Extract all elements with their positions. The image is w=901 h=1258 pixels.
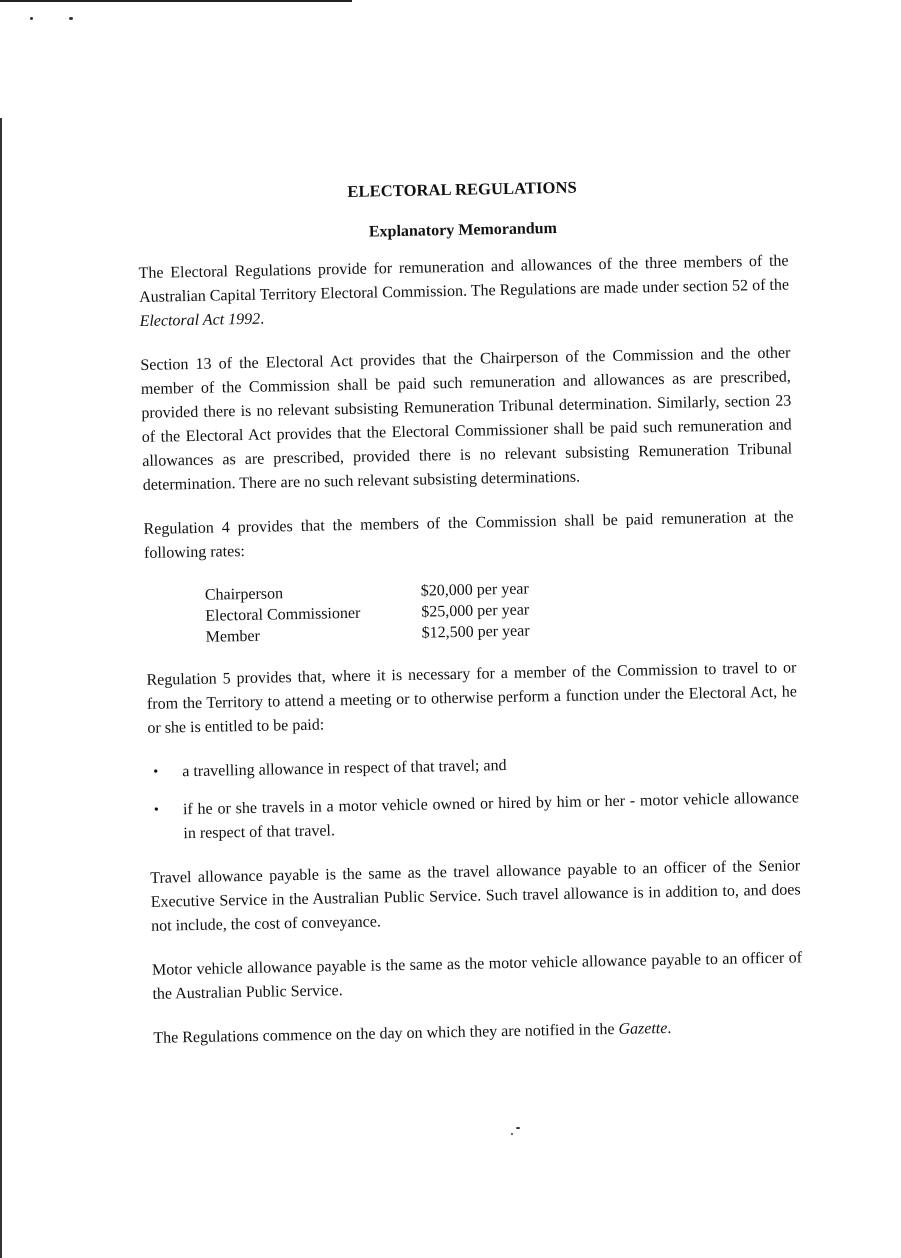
rate-amount: $25,000 per year	[421, 601, 530, 621]
paragraph-commencement-end: .	[667, 1019, 672, 1037]
document-subtitle: Explanatory Memorandum	[368, 219, 558, 241]
paragraph-motor-vehicle-allowance: Motor vehicle allowance payable is the same as the motor vehicle allowance payable to an officer of the Australian Public Service.	[151, 949, 803, 1003]
paragraph-regulation-4: Regulation 4 provides that the members of the Commission shall be paid remuneration at the following rates:	[143, 508, 794, 562]
list-item-text: if he or she travels in a motor vehicle owned or hired by him or her - motor vehicle allowance in respect of that travel.	[182, 789, 800, 843]
paragraph-intro-text: The Electoral Regulations provide for remuneration and allowances of the three members of the Australian Capital Territory Electoral Commission. The Regulations are made under section 52 of the	[138, 252, 790, 306]
paragraph-section-13: Section 13 of the Electoral Act provides that the Chairperson of the Commission and the other member of the Commission shall be paid such remuneration and allowances as are prescribed, provided there is no relevant subsisting Remuneration Tribunal determination. Similarly, section 23 of the Electoral Act provides that the Electoral Commissioner shall be paid such remuneration and allowances as are prescribed, provided there is no relevant subsisting Remuneration Tribunal determination. There are no such relevant subsisting determinations.	[140, 344, 793, 494]
memorandum-body	[137, 174, 804, 1071]
paragraph-regulation-5: Regulation 5 provides that, where it is necessary for a member of the Commission to travel to or from the Territory to attend a meeting or to otherwise perform a function under the Electoral Act, he or she is entitled to be paid:	[146, 659, 797, 737]
allowance-list	[148, 748, 800, 846]
bullet-icon: •	[153, 764, 159, 780]
scan-edge-left	[0, 118, 2, 1258]
paragraph-travel-allowance: Travel allowance payable is the same as the travel allowance payable to an officer of the Senior Executive Service in the Australian Public Service. Such travel allowance is in addition to, and does not include, the cost of conveyance.	[150, 857, 801, 935]
scan-speck	[511, 1133, 513, 1135]
paragraph-commencement-text: The Regulations commence on the day on which they are notified in the	[153, 1020, 619, 1047]
scan-speck	[30, 17, 33, 20]
rate-role: Chairperson	[204, 585, 284, 604]
paragraph-intro	[138, 250, 789, 334]
document-title: ELECTORAL REGULATIONS	[347, 177, 577, 201]
scan-speck	[516, 1127, 520, 1129]
list-item	[148, 748, 798, 784]
paragraph-intro-end: .	[259, 310, 265, 328]
act-title: Electoral Act 1992	[139, 310, 261, 330]
gazette-title: Gazette	[618, 1019, 668, 1038]
list-item	[149, 786, 800, 846]
scan-speck	[69, 17, 73, 20]
rate-role: Member	[205, 627, 261, 646]
paragraph-commencement	[153, 1014, 803, 1050]
list-item-text: a travelling allowance in respect of that travel; and	[182, 757, 507, 781]
rate-amount: $12,500 per year	[421, 622, 530, 642]
rate-role: Electoral Commissioner	[205, 604, 361, 625]
bullet-icon: •	[153, 802, 160, 818]
rate-amount: $20,000 per year	[420, 580, 529, 600]
remuneration-rates-table	[205, 573, 796, 647]
scan-edge-top	[0, 0, 352, 2]
